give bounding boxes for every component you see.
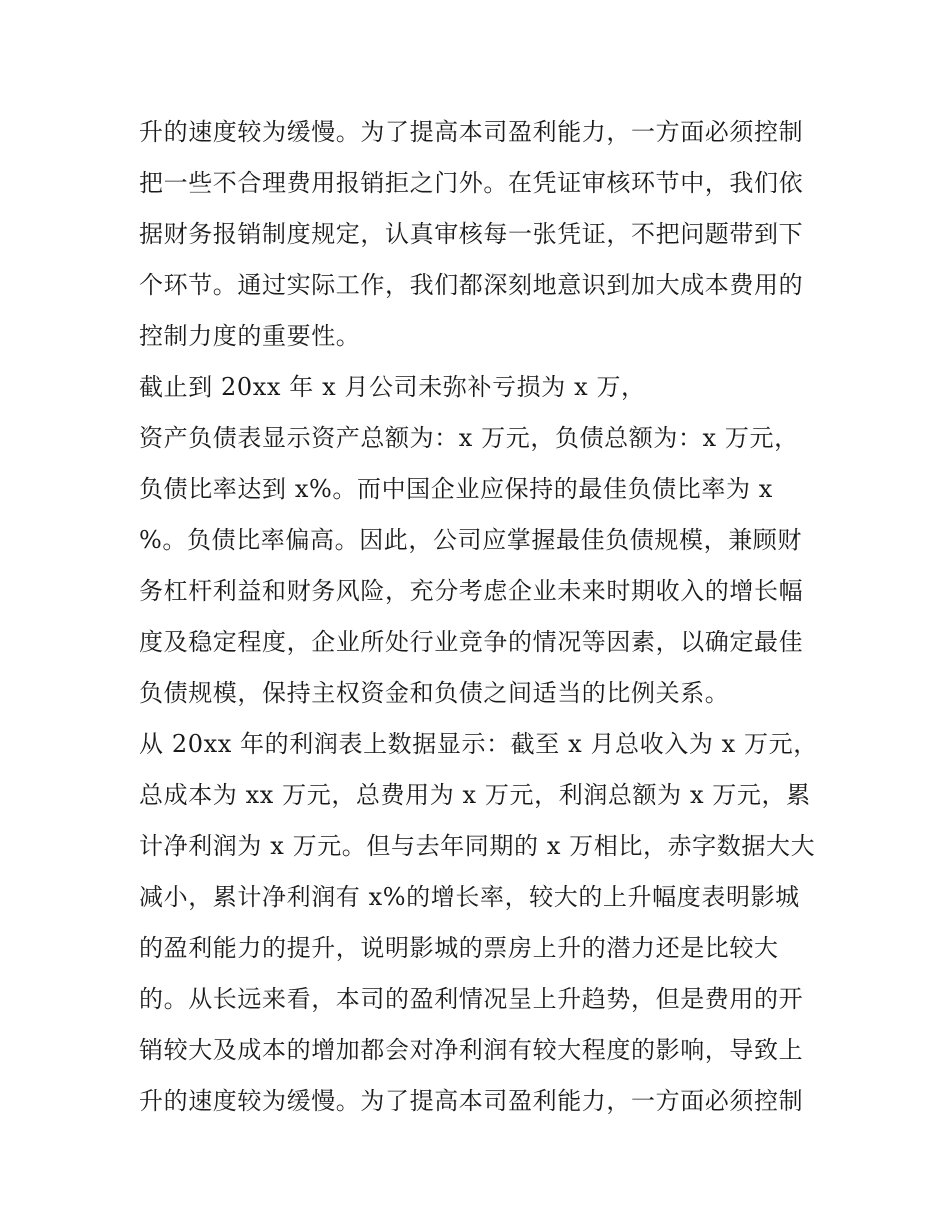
text-line: 负债比率达到 x%。而中国企业应保持的最佳负债比率为 x [139,475,773,503]
text-line: 的。从长远来看，本司的盈利情况呈上升趋势，但是费用的开 [139,985,804,1013]
text-line: 把一些不合理费用报销拒之门外。在凭证审核环节中，我们依 [139,169,804,197]
text-line: 资产负债表显示资产总额为：x 万元，负债总额为：x 万元， [139,424,799,452]
text-line: %。负债比率偏高。因此，公司应掌握最佳负债规模，兼顾财 [139,526,803,554]
text-line: 负债规模，保持主权资金和负债之间适当的比例关系。 [139,679,730,707]
text-line: 从 20xx 年的利润表上数据显示：截至 x 月总收入为 x 万元， [139,730,818,758]
text-line: 据财务报销制度规定，认真审核每一张凭证，不把问题带到下 [139,220,804,248]
text-line: 控制力度的重要性。 [139,322,361,350]
text-line: 度及稳定程度，企业所处行业竞争的情况等因素，以确定最佳 [139,628,804,656]
text-line: 总成本为 xx 万元，总费用为 x 万元，利润总额为 x 万元，累 [139,781,811,809]
text-line: 销较大及成本的增加都会对净利润有较大程度的影响，导致上 [139,1036,804,1064]
body-text [139,107,829,1127]
text-line: 的盈利能力的提升，说明影城的票房上升的潜力还是比较大 [139,934,779,962]
text-line: 个环节。通过实际工作，我们都深刻地意识到加大成本费用的 [139,271,804,299]
text-line: 升的速度较为缓慢。为了提高本司盈利能力，一方面必须控制 [139,118,804,146]
text-line: 截止到 20xx 年 x 月公司未弥补亏损为 x 万， [139,373,646,401]
text-line: 务杠杆利益和财务风险，充分考虑企业未来时期收入的增长幅 [139,577,804,605]
text-line: 升的速度较为缓慢。为了提高本司盈利能力，一方面必须控制 [139,1087,804,1115]
text-line: 减小，累计净利润有 x%的增长率，较大的上升幅度表明影城 [139,883,800,911]
text-line: 计净利润为 x 万元。但与去年同期的 x 万相比，赤字数据大大 [139,832,816,860]
